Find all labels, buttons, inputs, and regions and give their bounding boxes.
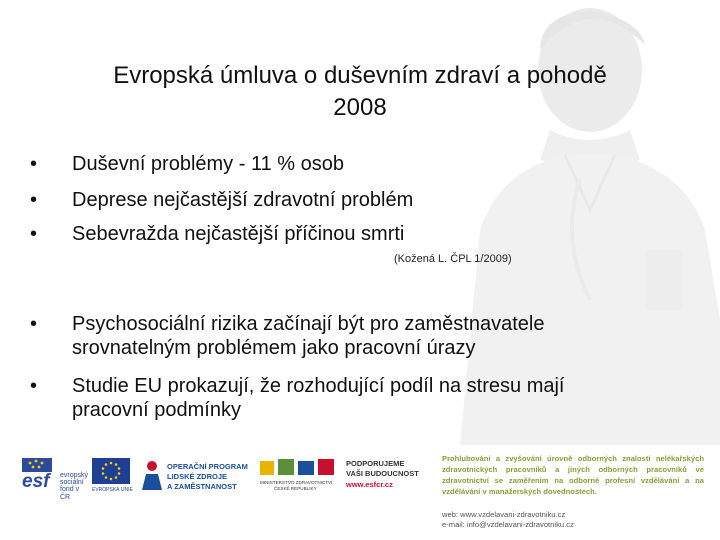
esf-line-1: evropský: [60, 472, 89, 479]
esf-mark: esf: [22, 471, 50, 492]
support-logo: [346, 460, 431, 496]
project-description: Prohlubování a zvyšování úrovně odborných znalostí nelékařských zdravotnických pracovníků a jiných odborných pracovníků ve zdravotnictví se zaměřením na odborné profesní vzdělávání a na vzdělávání v manažerských dovednostech.: [442, 454, 704, 496]
oplzz-line-3: A ZAMĚSTNANOST: [167, 482, 237, 491]
esf-line-2: sociální: [60, 479, 84, 486]
eu-logo: [92, 458, 132, 494]
oplzz-logo: [140, 458, 255, 494]
bullet-glyph: •: [30, 189, 38, 211]
esf-line-3: fond v ČR: [60, 486, 80, 501]
bullet-glyph: •: [30, 223, 38, 245]
bullet-text: Duševní problémy - 11 % osob: [72, 153, 344, 175]
bullet-text: [72, 374, 680, 422]
bullet-text-line-1: Psychosociální rizika začínají být pro zaměstnavatele: [72, 313, 545, 335]
email-link[interactable]: e-mail: info@vzdelavani-zdravotniku.cz: [442, 520, 574, 529]
bullet-text-line-2: pracovní podmínky: [72, 399, 241, 421]
bullet-text: [72, 312, 680, 360]
bullet-text: Sebevražda nejčastější příčinou smrti: [72, 223, 405, 245]
support-line-2: VAŠI BUDOUCNOST: [346, 469, 419, 478]
eu-label: EVROPSKÁ UNIE: [92, 487, 133, 493]
bullet-glyph: •: [30, 313, 38, 335]
oplzz-line-2: LIDSKÉ ZDROJE: [167, 472, 228, 481]
web-link[interactable]: web: www.vzdelavani-zdravotniku.cz: [442, 510, 566, 519]
bullet-text-line-2: srovnatelným problémem jako pracovní úrazy: [72, 337, 476, 359]
support-link[interactable]: www.esfcr.cz: [346, 480, 393, 489]
ministry-line-2: ČESKÉ REPUBLIKY: [274, 486, 317, 491]
bullet-glyph: •: [30, 153, 38, 175]
ministry-line-1: MINISTERSTVO ZDRAVOTNICTVÍ: [260, 480, 333, 485]
citation: (Kožená L. ČPL 1/2009): [394, 253, 512, 265]
support-line-1: PODPORUJEME: [346, 459, 405, 468]
bullet-text-line-1: Studie EU prokazují, že rozhodující podíl na stresu mají: [72, 375, 565, 397]
ministry-logo: [260, 457, 340, 493]
oplzz-line-1: OPERAČNÍ PROGRAM: [167, 462, 248, 471]
bullet-glyph: •: [30, 375, 38, 397]
eu-flag-icon: [92, 458, 130, 484]
ministry-emblem-icon: [260, 457, 334, 477]
esf-logo: [22, 458, 89, 501]
oplzz-emblem-icon: [140, 460, 164, 492]
title-line-1: Evropská úmluva o duševním zdraví a pohodě: [113, 62, 607, 89]
bullet-text: Deprese nejčastější zdravotní problém: [72, 189, 414, 211]
contact-info: [442, 510, 712, 530]
title-line-2: 2008: [333, 94, 387, 121]
